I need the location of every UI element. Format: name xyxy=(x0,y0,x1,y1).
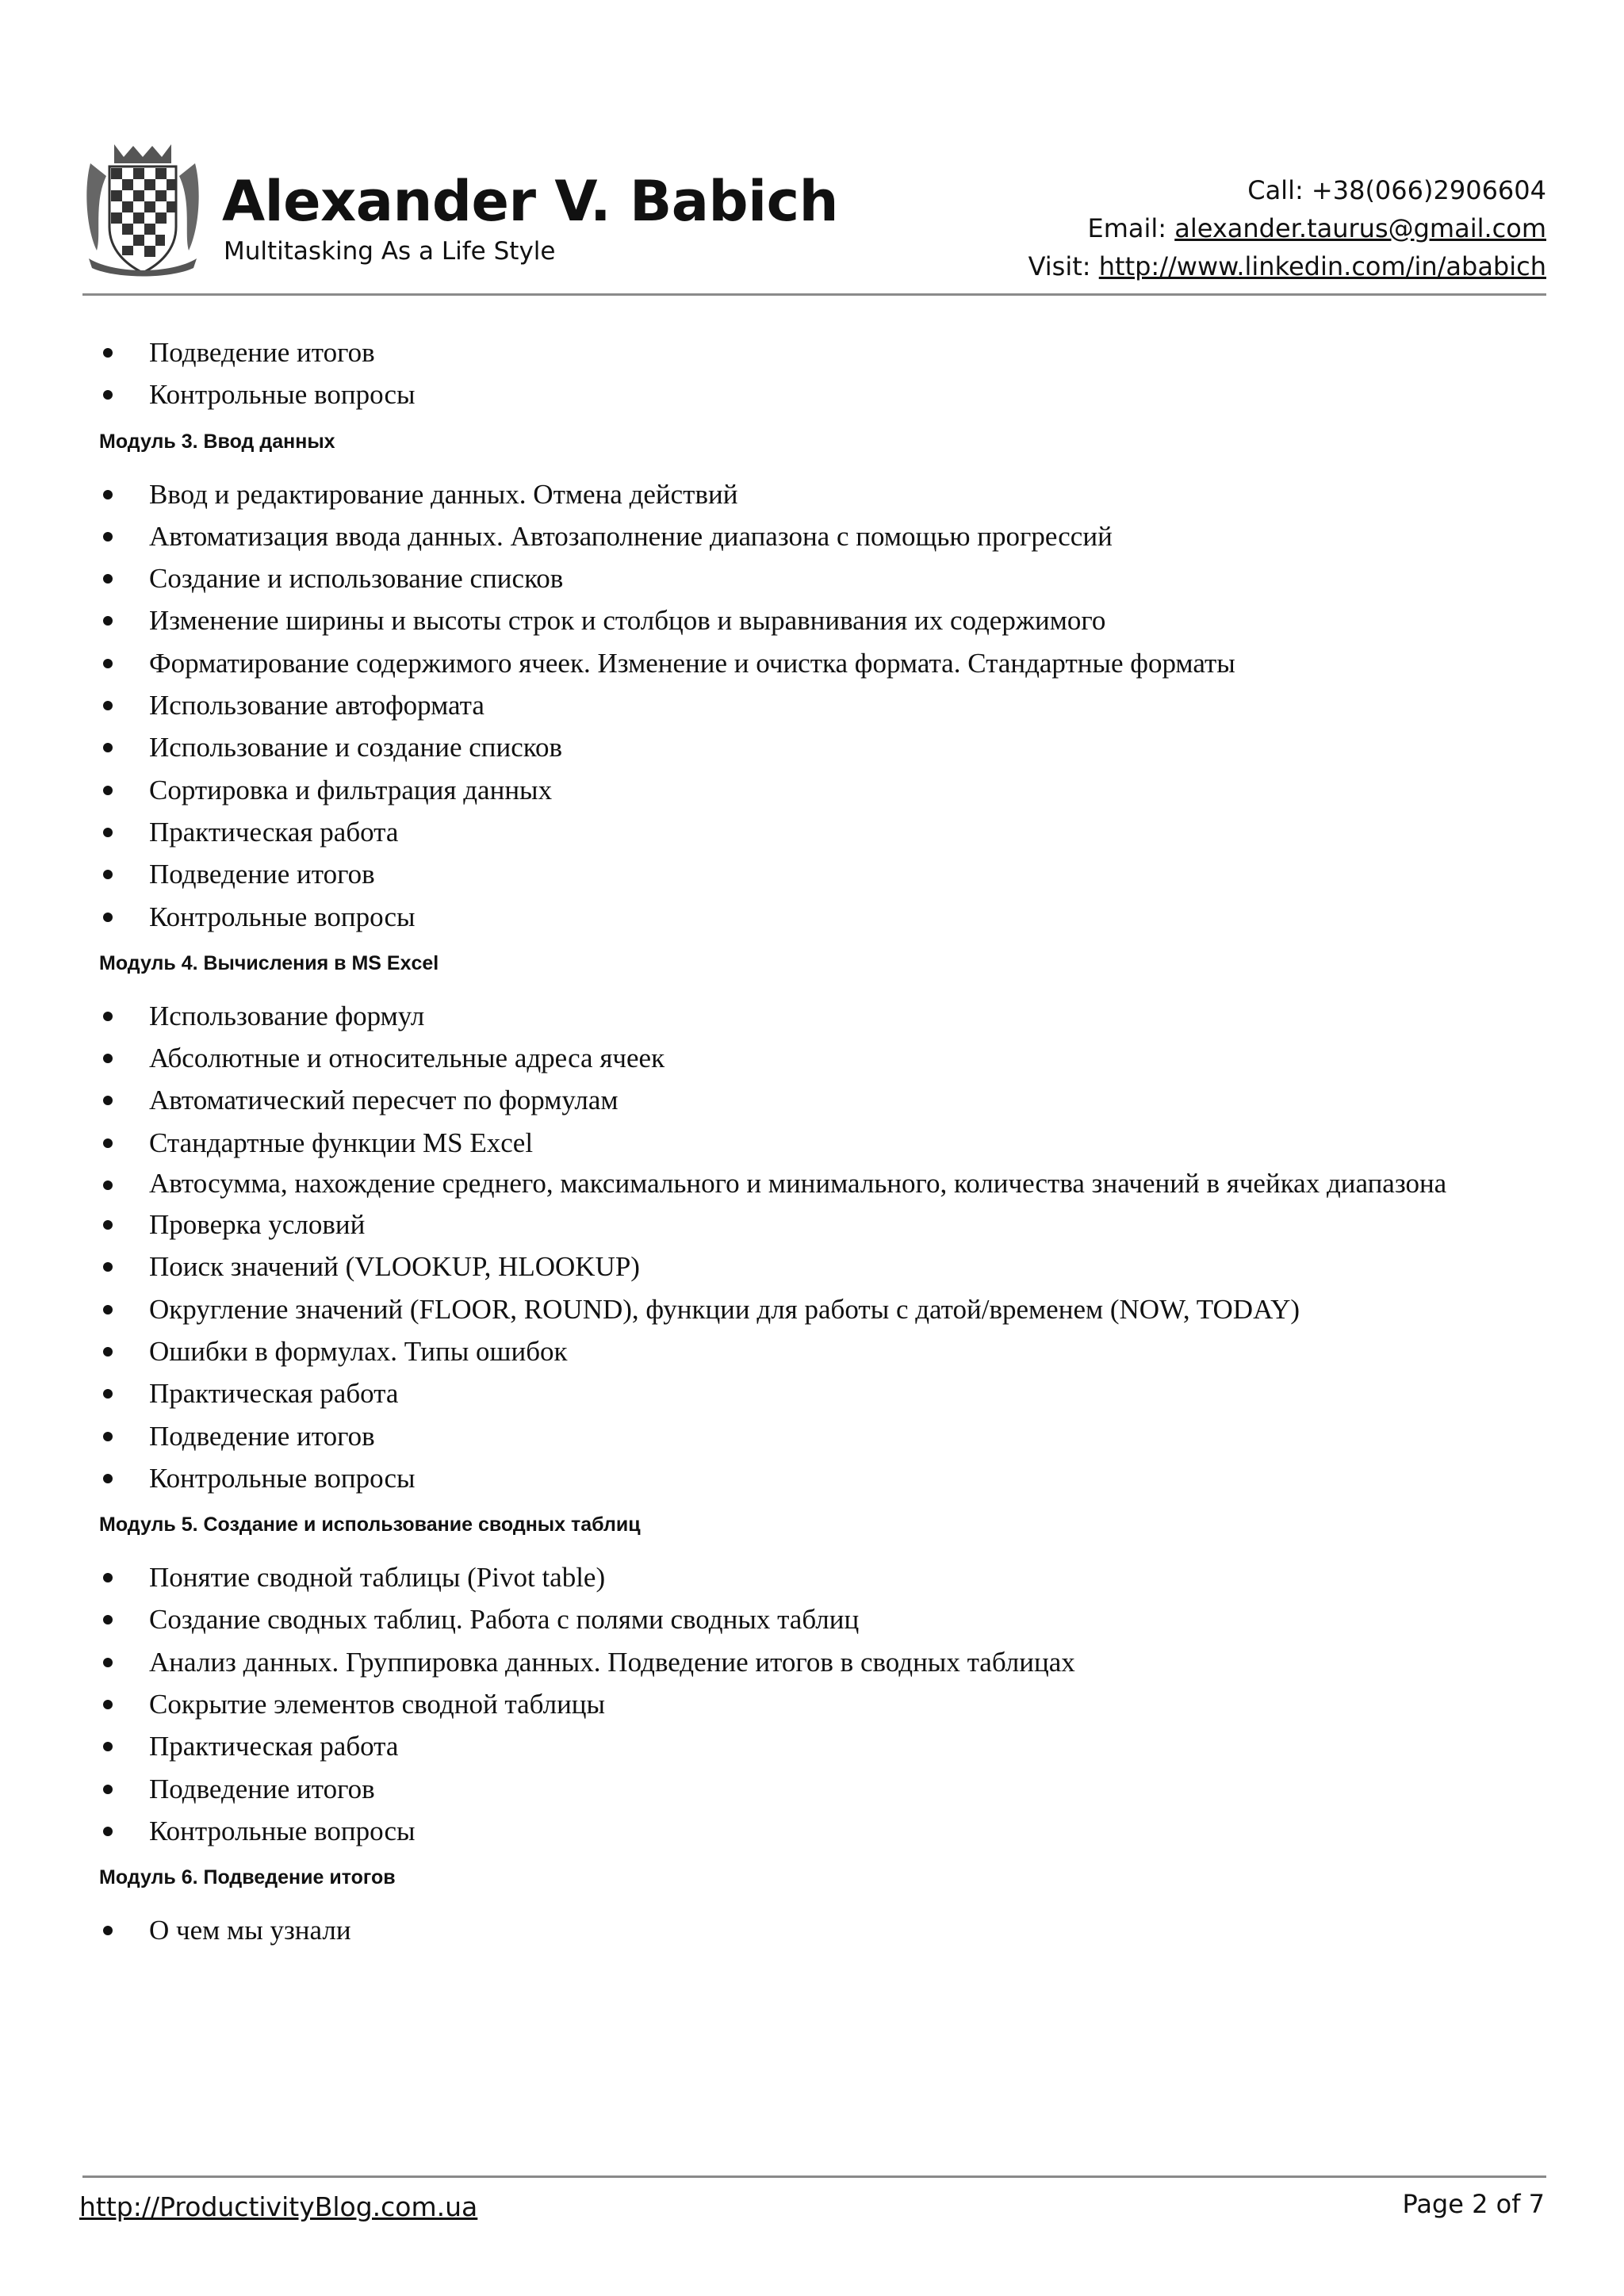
list-item: Контрольные вопросы xyxy=(82,1457,1546,1499)
module-6-list xyxy=(82,1909,1546,1951)
list-item: Стандартные функции MS Excel xyxy=(82,1122,1546,1164)
list-item: Изменение ширины и высоты строк и столбцов и выравнивания их содержимого xyxy=(82,599,1546,641)
bullet-icon xyxy=(103,870,113,879)
list-item: Создание и использование списков xyxy=(82,557,1546,599)
bullet-icon xyxy=(103,1096,113,1105)
bullet-icon xyxy=(103,1742,113,1751)
bullet-icon xyxy=(103,1700,113,1709)
bullet-icon xyxy=(103,913,113,922)
blog-link[interactable]: http://ProductivityBlog.com.ua xyxy=(79,2191,478,2222)
module-5-title: Модуль 5. Создание и использование сводных таблиц xyxy=(99,1513,641,1536)
bullet-icon xyxy=(103,1474,113,1483)
footer-link-wrapper xyxy=(79,2190,477,2225)
list-item: Абсолютные и относительные адреса ячеек xyxy=(82,1037,1546,1079)
bullet-icon xyxy=(103,1785,113,1794)
list-item: Практическая работа xyxy=(82,1372,1546,1414)
list-item: Подведение итогов xyxy=(82,1768,1546,1810)
list-item: Автоматизация ввода данных. Автозаполнение диапазона с помощью прогрессий xyxy=(82,515,1546,557)
list-item: Использование и создание списков xyxy=(82,726,1546,768)
list-item: Контрольные вопросы xyxy=(82,1810,1546,1852)
intro-list xyxy=(82,331,1546,416)
brand-tagline: Multitasking As a Life Style xyxy=(224,237,556,266)
bullet-icon xyxy=(103,574,113,584)
list-item: Сокрытие элементов сводной таблицы xyxy=(82,1683,1546,1725)
contact-email xyxy=(1028,209,1546,247)
list-item: Форматирование содержимого ячеек. Изменение и очистка формата. Стандартные форматы xyxy=(82,642,1546,684)
list-item: Понятие сводной таблицы (Pivot table) xyxy=(82,1556,1546,1598)
list-item: Подведение итогов xyxy=(82,1415,1546,1457)
list-item: Автоматический пересчет по формулам xyxy=(82,1079,1546,1121)
bullet-icon xyxy=(103,348,113,358)
bullet-icon xyxy=(103,743,113,752)
bullet-icon xyxy=(103,701,113,710)
list-item: Анализ данных. Группировка данных. Подведение итогов в сводных таблицах xyxy=(82,1641,1546,1683)
bullet-icon xyxy=(103,1054,113,1063)
module-6-title: Модуль 6. Подведение итогов xyxy=(99,1866,396,1889)
list-item: Использование автоформата xyxy=(82,684,1546,726)
contact-block xyxy=(1028,171,1546,285)
list-item: Использование формул xyxy=(82,995,1546,1037)
list-item: Автосумма, нахождение среднего, максимального и минимального, количества значений в ячейках диапазона xyxy=(82,1164,1546,1203)
email-link[interactable]: alexander.taurus@gmail.com xyxy=(1174,213,1546,243)
module-5-list xyxy=(82,1556,1546,1852)
bullet-icon xyxy=(103,828,113,837)
bullet-icon xyxy=(103,1181,113,1190)
list-item: Ошибки в формулах. Типы ошибок xyxy=(82,1330,1546,1372)
bullet-icon xyxy=(103,1658,113,1667)
list-item: О чем мы узнали xyxy=(82,1909,1546,1951)
bullet-icon xyxy=(103,1389,113,1399)
bullet-icon xyxy=(103,1926,113,1935)
module-4-list xyxy=(82,995,1546,1499)
bullet-icon xyxy=(103,1220,113,1230)
module-3-title: Модуль 3. Ввод данных xyxy=(99,430,335,453)
contact-call xyxy=(1028,171,1546,209)
bullet-icon xyxy=(103,1827,113,1836)
bullet-icon xyxy=(103,659,113,668)
bullet-icon xyxy=(103,1262,113,1272)
list-item: Округление значений (FLOOR, ROUND), функции для работы с датой/временем (NOW, TODAY) xyxy=(82,1288,1546,1330)
list-item: Контрольные вопросы xyxy=(82,373,1546,415)
page-header xyxy=(82,135,1546,293)
bullet-icon xyxy=(103,532,113,541)
bullet-icon xyxy=(103,1432,113,1441)
list-item: Подведение итогов xyxy=(82,331,1546,373)
footer-divider xyxy=(82,2175,1546,2178)
bullet-icon xyxy=(103,786,113,795)
call-number: +38(066)2906604 xyxy=(1311,175,1546,205)
bullet-icon xyxy=(103,1012,113,1021)
bullet-icon xyxy=(103,1138,113,1148)
list-item: Контрольные вопросы xyxy=(82,896,1546,938)
list-item: Создание сводных таблиц. Работа с полями сводных таблиц xyxy=(82,1598,1546,1640)
list-item: Сортировка и фильтрация данных xyxy=(82,769,1546,811)
document-body xyxy=(82,331,1546,1952)
bullet-icon xyxy=(103,616,113,626)
page-number: Page 2 of 7 xyxy=(1402,2189,1545,2219)
list-item: Подведение итогов xyxy=(82,853,1546,895)
list-item: Практическая работа xyxy=(82,1725,1546,1767)
email-label: Email: xyxy=(1087,213,1175,243)
module-3-list xyxy=(82,473,1546,938)
bullet-icon xyxy=(103,1615,113,1624)
linkedin-link[interactable]: http://www.linkedin.com/in/ababich xyxy=(1098,251,1546,281)
list-item: Практическая работа xyxy=(82,811,1546,853)
call-label: Call: xyxy=(1247,175,1312,205)
list-item: Поиск значений (VLOOKUP, HLOOKUP) xyxy=(82,1246,1546,1288)
bullet-icon xyxy=(103,1347,113,1357)
coat-of-arms-logo xyxy=(82,140,203,277)
visit-label: Visit: xyxy=(1028,251,1099,281)
list-item: Проверка условий xyxy=(82,1203,1546,1246)
module-4-title: Модуль 4. Вычисления в MS Excel xyxy=(99,951,439,974)
list-item: Ввод и редактирование данных. Отмена действий xyxy=(82,473,1546,515)
bullet-icon xyxy=(103,1305,113,1314)
brand-name: Alexander V. Babich xyxy=(222,169,838,234)
bullet-icon xyxy=(103,390,113,400)
bullet-icon xyxy=(103,1573,113,1582)
header-divider xyxy=(82,293,1546,296)
bullet-icon xyxy=(103,490,113,499)
contact-visit xyxy=(1028,247,1546,285)
